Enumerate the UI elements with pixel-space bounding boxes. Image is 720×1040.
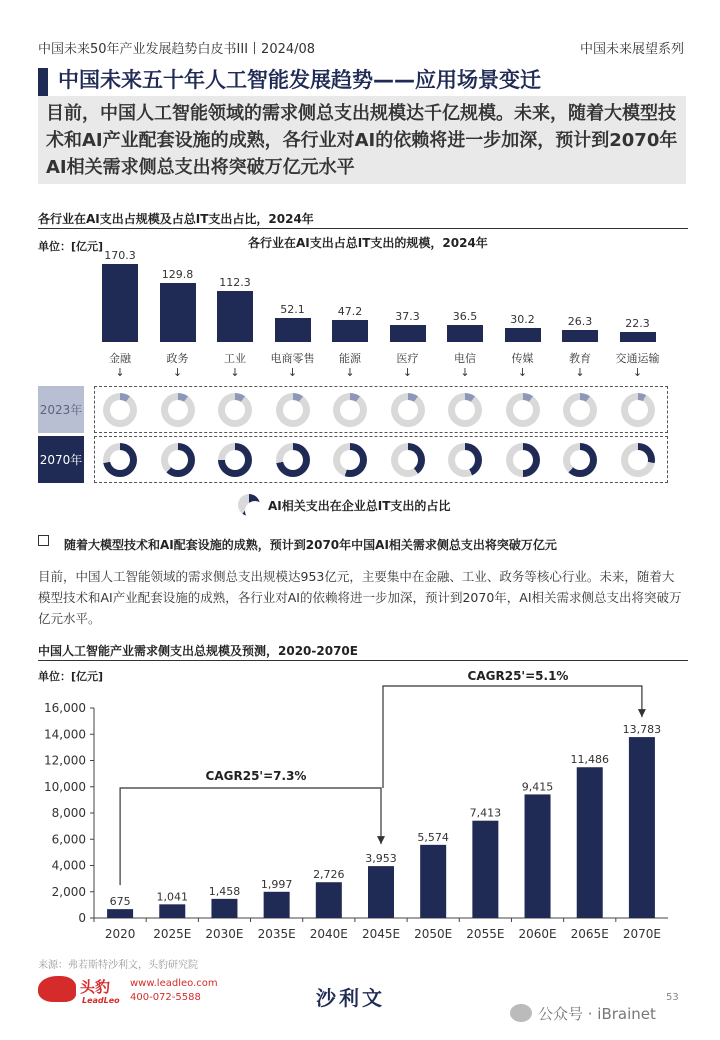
x-tick-label: 2035E [257, 927, 296, 941]
donut-2070 [333, 443, 367, 477]
body-paragraph: 目前，中国人工智能领域的需求侧总支出规模达953亿元，主要集中在金融、工业、政务等核心行业。未来，随着大模型技术和AI产业配套设施的成熟，各行业对AI的依赖将进一步加深，预计到2070年，AI相关需求侧总支出将突破万亿元水平。 [38, 569, 682, 626]
donut-2023 [621, 393, 655, 427]
donut-2023 [333, 393, 367, 427]
row-label-2070: 2070年 [38, 436, 84, 483]
x-tick-label: 2050E [414, 927, 453, 941]
down-arrow-icon: ↓ [230, 366, 240, 379]
donut-2023 [218, 393, 252, 427]
down-arrow-icon: ↓ [632, 366, 643, 379]
industry-category-label: 电商零售 [270, 352, 315, 365]
source-note: 来源：弗若斯特沙利文，头豹研究院 [38, 960, 198, 971]
donut-2023 [506, 393, 540, 427]
brand-name: 头豹 [80, 978, 111, 996]
industry-bar [620, 332, 656, 342]
industry-bar [505, 328, 541, 342]
industry-bar [390, 325, 426, 342]
forecast-bar-value: 9,415 [521, 780, 554, 794]
donut-2070 [391, 443, 425, 477]
y-tick-label: 4,000 [51, 858, 86, 873]
donut-2070 [621, 443, 655, 477]
forecast-bar [264, 892, 290, 918]
donut-2023 [276, 393, 310, 427]
industry-bar-value: 22.3 [625, 316, 650, 330]
forecast-bar-value: 1,458 [208, 884, 241, 898]
y-tick-label: 6,000 [51, 832, 86, 847]
y-tick-label: 0 [78, 911, 86, 925]
report-header-right: 中国未来展望系列 [579, 42, 684, 57]
x-tick-label: 2070E [622, 927, 661, 941]
industry-bar-value: 36.5 [452, 310, 478, 324]
down-arrow-icon: ↓ [575, 366, 585, 379]
forecast-bar [316, 882, 342, 918]
down-arrow-icon: ↓ [287, 366, 298, 379]
industry-category-label: 能源 [339, 352, 361, 365]
chart1-unit: 单位：[亿元] [38, 240, 104, 253]
brand-url[interactable]: www.leadleo.com [130, 978, 218, 989]
x-tick-label: 2045E [361, 927, 401, 941]
title-marker [38, 68, 48, 96]
forecast-bar-value: 2,726 [313, 868, 345, 882]
industry-bar [447, 325, 483, 342]
legend-donut-icon [238, 494, 260, 516]
donut-2070 [563, 443, 597, 477]
industry-category-label: 交通运输 [615, 352, 660, 365]
industry-category-label: 金融 [109, 352, 131, 365]
donut-2070 [448, 443, 482, 477]
forecast-bar [368, 866, 394, 918]
industry-bar-value: 26.3 [567, 314, 593, 328]
forecast-bar-value: 3,953 [365, 852, 397, 866]
industry-category-label: 工业 [224, 352, 246, 365]
forecast-bar-value: 5,574 [417, 830, 449, 844]
section1-rule [38, 228, 688, 229]
forecast-bar [472, 821, 498, 918]
industry-category-label: 传媒 [511, 352, 534, 365]
industry-category-label: 政务 [166, 352, 189, 365]
down-arrow-icon: ↓ [115, 366, 125, 379]
donut-2070 [276, 443, 310, 477]
forecast-bar-value: 1,997 [260, 877, 293, 891]
industry-bar [217, 291, 253, 342]
industry-bar-value: 112.3 [219, 275, 251, 289]
industry-bar-value: 52.1 [280, 303, 305, 317]
donut-2070 [218, 443, 252, 477]
wechat-icon [510, 1004, 532, 1022]
forecast-bar [577, 767, 603, 918]
forecast-bar [525, 794, 551, 918]
row-label-2023: 2023年 [38, 386, 84, 433]
down-arrow-icon: ↓ [460, 366, 470, 379]
watermark: 公众号 · iBrainet [538, 1005, 656, 1023]
industry-bar [332, 320, 368, 342]
donut-2023 [161, 393, 195, 427]
y-tick-label: 14,000 [44, 727, 86, 742]
down-arrow-icon: ↓ [345, 366, 355, 379]
forecast-bar [629, 737, 655, 918]
forecast-chart [0, 660, 720, 960]
forecast-bar [420, 845, 446, 918]
y-tick-label: 10,000 [44, 779, 86, 794]
x-tick-label: 2025E [153, 927, 192, 941]
partner-logo: 沙利文 [316, 986, 385, 1010]
x-tick-label: 2040E [309, 927, 348, 941]
cagr2-label: CAGR25'=5.1% [467, 669, 569, 683]
x-tick-label: 2055E [466, 927, 505, 941]
report-header-left: 中国未来50年产业发展趋势白皮书III丨2024/08 [38, 42, 316, 57]
donut-legend-label: AI相关支出在企业总IT支出的占比 [268, 499, 451, 513]
industry-bar-value: 47.2 [337, 305, 363, 319]
brand-name-en: LeadLeo [82, 996, 120, 1005]
page-title: 中国未来五十年人工智能发展趋势——应用场景变迁 [58, 68, 541, 92]
industry-category-label: 医疗 [396, 352, 419, 365]
donut-2023 [103, 393, 137, 427]
y-tick-label: 12,000 [44, 753, 86, 768]
forecast-bar [159, 904, 185, 918]
x-tick-label: 2065E [570, 927, 609, 941]
bullet-square-icon [38, 535, 49, 546]
cagr1-arrowhead [377, 836, 385, 844]
down-arrow-icon: ↓ [172, 366, 183, 379]
industry-category-label: 教育 [569, 352, 591, 365]
industry-bar-value: 37.3 [395, 309, 420, 323]
industry-bar-value: 129.8 [161, 267, 194, 281]
donut-2070 [103, 443, 137, 477]
y-tick-label: 2,000 [51, 884, 86, 899]
x-tick-label: 2020 [104, 927, 136, 941]
donut-2023 [391, 393, 425, 427]
industry-bar [102, 264, 138, 342]
forecast-bar-value: 675 [109, 895, 131, 909]
x-tick-label: 2060E [518, 927, 557, 941]
industry-bar [160, 283, 196, 342]
section1-title: 各行业在AI支出占规模及占总IT支出占比，2024年 [38, 212, 314, 226]
industry-bar-value: 30.2 [510, 313, 535, 327]
forecast-bar [211, 899, 237, 918]
industry-bar-value: 170.3 [104, 249, 136, 262]
donut-2070 [161, 443, 195, 477]
down-arrow-icon: ↓ [402, 366, 413, 379]
key-finding: 随着大模型技术和AI配套设施的成熟，预计到2070年中国AI相关需求侧总支出将突破万亿元 [64, 538, 557, 552]
cagr2-bracket [383, 686, 642, 788]
cagr2-arrowhead [638, 709, 646, 717]
cagr1-label: CAGR25'=7.3% [205, 769, 307, 783]
industry-bar [562, 330, 598, 342]
chart1-title: 各行业在AI支出占总IT支出的规模，2024年 [248, 236, 488, 250]
down-arrow-icon: ↓ [517, 366, 528, 379]
industry-bar [275, 318, 311, 342]
donut-2023 [563, 393, 597, 427]
industry-category-label: 电信 [454, 352, 476, 365]
y-tick-label: 16,000 [44, 701, 86, 715]
section3-title: 中国人工智能产业需求侧支出总规模及预测，2020-2070E [38, 644, 358, 658]
forecast-bar-value: 11,486 [570, 753, 609, 767]
leadleo-logo-icon [38, 976, 76, 1002]
summary-box: 目前，中国人工智能领域的需求侧总支出规模达千亿规模。未来，随着大模型技术和AI产业配套设施的成熟，各行业对AI的依赖将进一步加深，预计到2070年AI相关需求侧总支出将突破万亿元水平 [38, 96, 686, 184]
forecast-bar-value: 13,783 [622, 723, 662, 737]
y-tick-label: 8,000 [51, 806, 86, 820]
x-tick-label: 2030E [205, 927, 244, 941]
chart2-unit: 单位：[亿元] [38, 670, 104, 683]
page-number: 53 [666, 992, 679, 1003]
donut-2070 [506, 443, 540, 477]
forecast-bar-value: 1,041 [156, 890, 189, 904]
forecast-bar [107, 909, 133, 918]
brand-phone: 400-072-5588 [130, 992, 201, 1003]
forecast-bar-value: 7,413 [469, 806, 502, 820]
donut-2023 [448, 393, 482, 427]
